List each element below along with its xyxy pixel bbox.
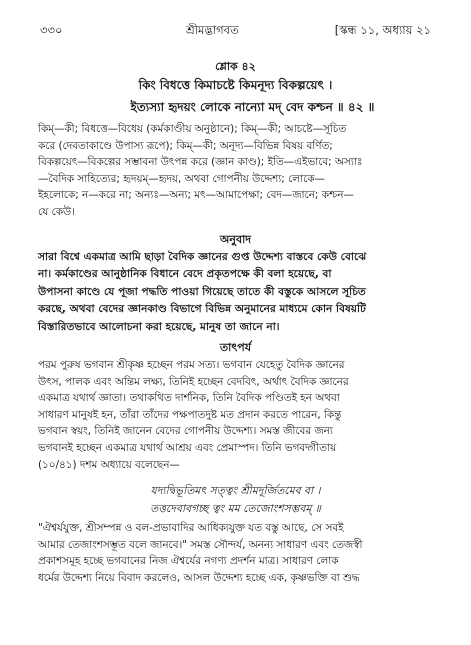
page-number: ৩৩০ xyxy=(40,23,63,37)
verse-heading: শ্লোক ৪২ xyxy=(215,60,256,73)
translation-line: বিস্তারিতভাবে আলোচনা করা হয়েছে, মানুষ তা জানে না। xyxy=(38,320,280,333)
purport-line: একমাত্র যথার্থ জ্ঞাতা। তথাকথিত দার্শনিক, তিনি বৈদিক পণ্ডিতই হন অথবা xyxy=(38,392,340,405)
purport-line: ধর্মের উদ্দেশ্য নিয়ে বিবাদ করলেও, আসল উদ্দেশ্য হচ্ছে এক, কৃষ্ণভক্তি বা শুদ্ধ xyxy=(38,571,360,584)
purport-line: উৎস, পালক এবং অন্তিম লক্ষ্য, তিনিই হচ্ছেন বেদবিৎ, অর্থাৎ বৈদিক জ্ঞানের xyxy=(38,375,349,388)
translation-line: না। কর্মকাণ্ডের আনুষ্ঠানিক বিধানে বেদে প্রকৃতপক্ষে কী বলা হয়েছে, বা xyxy=(38,268,332,281)
translation-line: উপাসনা কাণ্ডে যে পূজা পদ্ধতি পাওয়া গিয়েছে তাতে কী বস্তুকে আসলে সূচিত xyxy=(38,285,366,298)
translation xyxy=(38,249,433,336)
running-header xyxy=(40,22,431,40)
translation-heading: অনুবাদ xyxy=(219,233,252,246)
purport-line: ভগবানই হচ্ছেন একমাত্র যথার্থ আশ্রয় এবং প্রেমাস্পদ। তিনি ভগবদ্গীতায় xyxy=(38,441,337,454)
verse-line-1: কিং বিধত্তে কিমাচষ্টে কিমনূদ্য বিকল্পয়েৎ । xyxy=(138,78,333,92)
verse-line-2: ইত্যস্যা হৃদয়ং লোকে নান্যো মদ্ বেদ কশ্চন ॥ ৪২ ॥ xyxy=(130,100,375,114)
synonyms-line: যে কেউ। xyxy=(38,205,75,218)
synonyms-line: করে (দেবতাকাণ্ডে উপাস্য রূপে); কিম্—কী; অনূদ্য—বিভিন্ন বিষয় বর্ণিত; xyxy=(38,139,333,152)
synonyms-line: —বৈদিক সাহিত্যের; হৃদয়ম্—হৃদয়, অথবা গোপনীয় উদ্দেশ্য; লোকে— xyxy=(38,172,325,185)
gita-quote-line-1: যদ্যদ্বিভূতিমৎ সত্ত্বং শ্রীমদূর্জিতমেব বা । xyxy=(150,484,321,497)
gita-quote-line-2: তত্তদেবাবগচ্ছ ত্বং মম তেজোংশসম্ভবম্ ॥ xyxy=(150,502,321,515)
purport xyxy=(38,357,433,473)
book-title: শ্রীমদ্ভাগবত xyxy=(186,23,239,37)
purport-line: "ঐশ্বর্যযুক্ত, শ্রীসম্পন্ন ও বল-প্রভাবাদির আধিক্যযুক্ত যত বস্তু আছে, সে সবই xyxy=(38,522,344,534)
synonyms xyxy=(38,121,433,221)
synonyms-line: বিকল্পয়েৎ—বিকল্পের সম্ভাবনা উৎপন্ন করে (জ্ঞান কাণ্ড); ইতি—এইভাবে; অস্যাঃ xyxy=(38,156,363,169)
purport-line: আমার তেজাংশসম্ভূত বলে জানবে।" সমস্ত সৌন্দর্য, অনন্য সাধারণ এবং তেজস্বী xyxy=(38,538,363,551)
purport-line: পরম পুরুষ ভগবান শ্রীকৃষ্ণ হচ্ছেন পরম সত্য। ভগবান যেহেতু বৈদিক জ্ঞানের xyxy=(38,359,345,371)
purport-line: প্রকাশসমূহ হচ্ছে ভগবানের নিজ ঐশ্বর্যের নগণ্য প্রদর্শন মাত্র। সাধারণ লোক xyxy=(38,555,339,568)
purport-line: ভগবান স্বয়ং, তিনিই জানেন বেদের গোপনীয় উদ্দেশ্য। সমস্ত জীবের জন্য xyxy=(38,425,333,438)
purport-line: সাধারণ মানুষই হন, তাঁরা তাঁদের পক্ষপাতদুষ্ট মত প্রদান করতে পারেন, কিন্তু xyxy=(38,408,342,421)
purport-continued xyxy=(38,520,433,586)
synonyms-line: কিম্—কী; বিধত্তে—বিধেয় (কর্মকাণ্ডীয় অনুষ্ঠানে); কিম্—কী; আচষ্টে—সূচিত xyxy=(38,123,347,135)
synonyms-line: ইহলোকে; ন—করে না; অন্যঃ—অন্য; মৎ—আমাপেক্ষা; বেদ—জানে; কশ্চন— xyxy=(38,189,354,202)
purport-heading: তাৎপর্য xyxy=(219,341,252,354)
purport-line: (১০/৪১) দশম অধ্যায়ে বলেছেন— xyxy=(38,458,180,471)
translation-line: করছে, অথবা বেদের জ্ঞানকাণ্ড বিভাগে বিভিন্ন অনুমানের মাধ্যমে কোন বিষয়টি xyxy=(38,303,366,316)
canto-chapter: [স্কন্ধ ১১, অধ্যায় ২১ xyxy=(334,23,431,37)
translation-line: সারা বিশ্বে একমাত্র আমি ছাড়া বৈদিক জ্ঞানের গুপ্ত উদ্দেশ্য বাস্তবে কেউ বোঝে xyxy=(38,251,367,263)
